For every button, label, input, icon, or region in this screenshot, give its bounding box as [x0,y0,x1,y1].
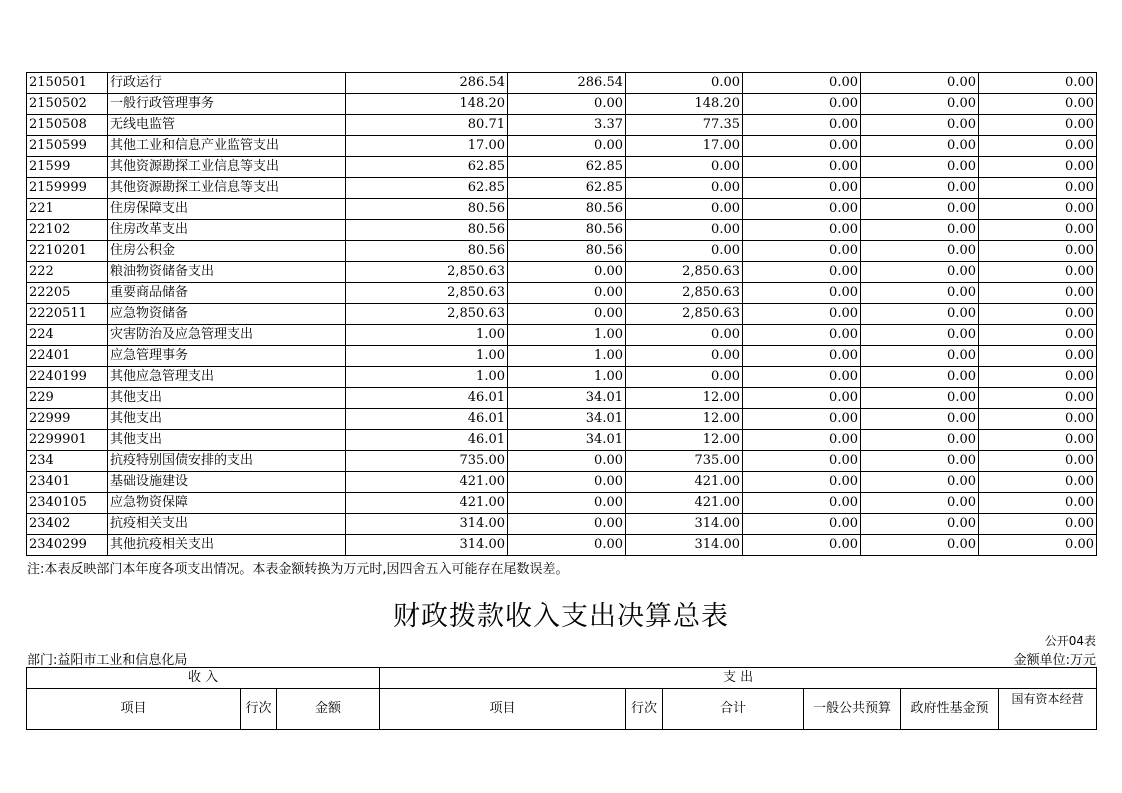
row-col5: 0.00 [861,73,979,94]
row-name: 其他工业和信息产业监管支出 [108,136,346,157]
row-col5: 0.00 [861,304,979,325]
row-name: 行政运行 [108,73,346,94]
row-col4: 0.00 [743,367,861,388]
row-total: 80.56 [346,241,508,262]
row-col6: 0.00 [979,94,1097,115]
row-basic: 0.00 [508,283,626,304]
row-col6: 0.00 [979,157,1097,178]
income-col-amount: 金额 [277,689,380,730]
row-code: 2220511 [27,304,108,325]
row-col4: 0.00 [743,94,861,115]
table-row [27,220,1097,241]
expense-col-general-budget: 一般公共预算 [804,689,901,730]
table-row [27,262,1097,283]
row-code: 22102 [27,220,108,241]
expense-detail-table [26,72,1097,556]
row-col5: 0.00 [861,136,979,157]
row-basic: 286.54 [508,73,626,94]
income-col-item: 项目 [27,689,241,730]
row-basic: 34.01 [508,430,626,451]
row-total: 1.00 [346,346,508,367]
row-basic: 3.37 [508,115,626,136]
row-total: 148.20 [346,94,508,115]
row-col4: 0.00 [743,115,861,136]
row-code: 21599 [27,157,108,178]
row-total: 314.00 [346,535,508,556]
fiscal-summary-table [26,667,1097,730]
row-col4: 0.00 [743,157,861,178]
row-col4: 0.00 [743,430,861,451]
row-col5: 0.00 [861,199,979,220]
row-basic: 34.01 [508,388,626,409]
row-col6: 0.00 [979,472,1097,493]
table-row [27,367,1097,388]
row-basic: 80.56 [508,241,626,262]
row-project: 2,850.63 [626,304,743,325]
row-total: 2,850.63 [346,304,508,325]
row-col4: 0.00 [743,325,861,346]
row-code: 222 [27,262,108,283]
table-note: 注:本表反映部门本年度各项支出情况。本表金额转换为万元时,因四舍五入可能存在尾数误差。 [27,562,569,577]
row-project: 0.00 [626,367,743,388]
row-col4: 0.00 [743,178,861,199]
row-name: 其他支出 [108,409,346,430]
row-col5: 0.00 [861,220,979,241]
row-code: 22401 [27,346,108,367]
row-total: 46.01 [346,430,508,451]
row-total: 421.00 [346,493,508,514]
table-row [27,283,1097,304]
row-col4: 0.00 [743,472,861,493]
row-code: 224 [27,325,108,346]
row-basic: 0.00 [508,514,626,535]
row-col5: 0.00 [861,157,979,178]
row-basic: 1.00 [508,325,626,346]
row-col5: 0.00 [861,367,979,388]
row-col6: 0.00 [979,178,1097,199]
income-col-line: 行次 [241,689,277,730]
row-code: 234 [27,451,108,472]
row-total: 2,850.63 [346,262,508,283]
row-basic: 1.00 [508,367,626,388]
row-col5: 0.00 [861,472,979,493]
row-basic: 0.00 [508,304,626,325]
expense-header: 支 出 [380,668,1097,689]
row-col5: 0.00 [861,346,979,367]
row-project: 0.00 [626,220,743,241]
row-col6: 0.00 [979,241,1097,262]
row-project: 0.00 [626,73,743,94]
expense-col-state-capital: 国有资本经营 [999,689,1097,730]
row-project: 17.00 [626,136,743,157]
row-basic: 0.00 [508,262,626,283]
row-code: 2150599 [27,136,108,157]
table-row [27,388,1097,409]
row-project: 735.00 [626,451,743,472]
row-col4: 0.00 [743,136,861,157]
row-total: 17.00 [346,136,508,157]
row-col6: 0.00 [979,367,1097,388]
row-basic: 0.00 [508,451,626,472]
row-project: 0.00 [626,157,743,178]
table-row [27,157,1097,178]
row-col5: 0.00 [861,178,979,199]
row-basic: 0.00 [508,472,626,493]
row-basic: 0.00 [508,493,626,514]
table-row [27,73,1097,94]
row-col6: 0.00 [979,430,1097,451]
row-name: 粮油物资储备支出 [108,262,346,283]
row-col6: 0.00 [979,388,1097,409]
row-name: 其他资源勘探工业信息等支出 [108,178,346,199]
income-header: 收 入 [27,668,380,689]
row-project: 0.00 [626,199,743,220]
row-name: 其他支出 [108,388,346,409]
row-col4: 0.00 [743,262,861,283]
row-col6: 0.00 [979,493,1097,514]
table-row [27,178,1097,199]
row-code: 2150502 [27,94,108,115]
row-project: 2,850.63 [626,262,743,283]
row-project: 421.00 [626,472,743,493]
row-col6: 0.00 [979,283,1097,304]
row-col6: 0.00 [979,304,1097,325]
row-total: 62.85 [346,178,508,199]
row-name: 住房公积金 [108,241,346,262]
row-col4: 0.00 [743,73,861,94]
row-project: 12.00 [626,430,743,451]
row-project: 314.00 [626,514,743,535]
row-total: 2,850.63 [346,283,508,304]
table-row [27,514,1097,535]
row-col6: 0.00 [979,535,1097,556]
row-basic: 34.01 [508,409,626,430]
row-total: 421.00 [346,472,508,493]
row-col5: 0.00 [861,430,979,451]
row-name: 重要商品储备 [108,283,346,304]
row-total: 735.00 [346,451,508,472]
row-code: 23401 [27,472,108,493]
row-col5: 0.00 [861,535,979,556]
row-project: 12.00 [626,388,743,409]
row-total: 1.00 [346,325,508,346]
row-col4: 0.00 [743,451,861,472]
row-code: 229 [27,388,108,409]
expense-col-line: 行次 [626,689,663,730]
row-col5: 0.00 [861,115,979,136]
row-col5: 0.00 [861,94,979,115]
row-code: 2159999 [27,178,108,199]
table-row [27,493,1097,514]
row-project: 148.20 [626,94,743,115]
table-row [27,115,1097,136]
row-total: 46.01 [346,409,508,430]
row-project: 0.00 [626,178,743,199]
row-col4: 0.00 [743,535,861,556]
row-basic: 0.00 [508,94,626,115]
table-row [27,472,1097,493]
row-col4: 0.00 [743,283,861,304]
row-basic: 0.00 [508,136,626,157]
row-basic: 80.56 [508,199,626,220]
expense-col-item: 项目 [380,689,626,730]
row-col5: 0.00 [861,262,979,283]
row-col5: 0.00 [861,514,979,535]
table-row [27,136,1097,157]
row-col6: 0.00 [979,325,1097,346]
row-basic: 62.85 [508,178,626,199]
expense-col-fund-budget: 政府性基金预 [901,689,999,730]
row-total: 286.54 [346,73,508,94]
row-name: 一般行政管理事务 [108,94,346,115]
row-col6: 0.00 [979,451,1097,472]
department-label: 部门:益阳市工业和信息化局 [27,653,188,668]
row-project: 0.00 [626,346,743,367]
row-name: 抗疫相关支出 [108,514,346,535]
row-code: 2150501 [27,73,108,94]
row-total: 80.56 [346,220,508,241]
table-row [27,199,1097,220]
row-name: 其他支出 [108,430,346,451]
row-project: 77.35 [626,115,743,136]
row-col5: 0.00 [861,493,979,514]
row-name: 无线电监管 [108,115,346,136]
row-code: 2299901 [27,430,108,451]
row-col4: 0.00 [743,199,861,220]
row-name: 住房改革支出 [108,220,346,241]
row-basic: 1.00 [508,346,626,367]
row-total: 314.00 [346,514,508,535]
row-col6: 0.00 [979,514,1097,535]
row-col4: 0.00 [743,493,861,514]
row-col4: 0.00 [743,220,861,241]
row-code: 2210201 [27,241,108,262]
row-col5: 0.00 [861,283,979,304]
row-basic: 0.00 [508,535,626,556]
form-code: 公开04表 [1044,634,1096,648]
row-col5: 0.00 [861,451,979,472]
table-row [27,451,1097,472]
table-row [27,94,1097,115]
row-code: 22999 [27,409,108,430]
row-total: 62.85 [346,157,508,178]
row-code: 22205 [27,283,108,304]
row-basic: 80.56 [508,220,626,241]
row-col4: 0.00 [743,304,861,325]
row-col6: 0.00 [979,73,1097,94]
row-project: 12.00 [626,409,743,430]
row-col5: 0.00 [861,388,979,409]
row-col6: 0.00 [979,199,1097,220]
row-name: 其他应急管理支出 [108,367,346,388]
row-col6: 0.00 [979,220,1097,241]
row-code: 2150508 [27,115,108,136]
row-col6: 0.00 [979,409,1097,430]
table-row [27,325,1097,346]
row-total: 46.01 [346,388,508,409]
row-name: 基础设施建设 [108,472,346,493]
row-col5: 0.00 [861,325,979,346]
row-name: 其他抗疫相关支出 [108,535,346,556]
table-row [27,304,1097,325]
row-col6: 0.00 [979,262,1097,283]
table-row [27,346,1097,367]
table-row [27,409,1097,430]
row-code: 2340105 [27,493,108,514]
row-col4: 0.00 [743,388,861,409]
row-col6: 0.00 [979,115,1097,136]
row-project: 2,850.63 [626,283,743,304]
page-title: 财政拨款收入支出决算总表 [393,601,729,632]
row-basic: 62.85 [508,157,626,178]
row-col4: 0.00 [743,514,861,535]
row-name: 抗疫特别国债安排的支出 [108,451,346,472]
row-project: 0.00 [626,241,743,262]
row-name: 应急管理事务 [108,346,346,367]
expense-col-total: 合计 [663,689,804,730]
row-code: 23402 [27,514,108,535]
table-row [27,241,1097,262]
row-name: 住房保障支出 [108,199,346,220]
row-project: 314.00 [626,535,743,556]
row-col5: 0.00 [861,409,979,430]
row-name: 应急物资保障 [108,493,346,514]
row-total: 80.56 [346,199,508,220]
row-code: 2340299 [27,535,108,556]
row-col4: 0.00 [743,346,861,367]
row-col6: 0.00 [979,136,1097,157]
row-col6: 0.00 [979,346,1097,367]
row-name: 其他资源勘探工业信息等支出 [108,157,346,178]
row-project: 421.00 [626,493,743,514]
row-col4: 0.00 [743,241,861,262]
table-row [27,430,1097,451]
row-col5: 0.00 [861,241,979,262]
amount-unit-label: 金额单位:万元 [1013,653,1096,668]
row-col4: 0.00 [743,409,861,430]
row-name: 灾害防治及应急管理支出 [108,325,346,346]
row-code: 221 [27,199,108,220]
row-name: 应急物资储备 [108,304,346,325]
row-project: 0.00 [626,325,743,346]
row-total: 80.71 [346,115,508,136]
row-total: 1.00 [346,367,508,388]
table-row [27,535,1097,556]
row-code: 2240199 [27,367,108,388]
